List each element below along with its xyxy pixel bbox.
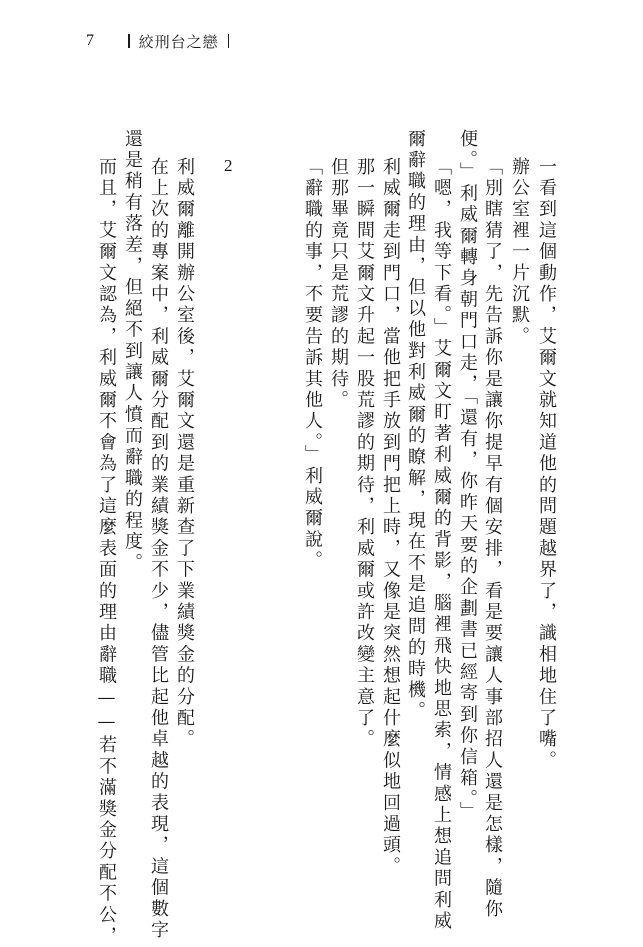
text-column: 而且，艾爾文認為，利威爾不會為了這麼表面的理由辭職——若不滿獎金分配不公， bbox=[96, 157, 117, 947]
text-column: 利威爾離開辦公室後，艾爾文還是重新查了下業績獎金的分配。 bbox=[174, 157, 195, 751]
page-number: 7 bbox=[86, 32, 94, 49]
text-column: 「嗯，我等下看。」艾爾文盯著利威爾的背影，腦裡飛快地思索，情感上想追問利威 bbox=[431, 157, 452, 933]
text-column: 在上次的專案中，利威爾分配到的業績獎金不少，儘管比起他卓越的表現，這個數字 bbox=[148, 157, 169, 942]
section-number: 2 bbox=[224, 156, 233, 175]
text-column: 爾辭職的理由，但以他對利威爾的瞭解，現在不是追問的時機。 bbox=[405, 129, 426, 723]
text-column: 但那畢竟只是荒謬的期待。 bbox=[328, 157, 349, 412]
text-column: 還是稍有落差，但絕不到讓人憤而辭職的程度。 bbox=[122, 129, 143, 575]
text-column: 那一瞬間艾爾文升起一股荒謬的期待，利威爾或許改變主意了。 bbox=[354, 157, 375, 751]
book-title: 絞刑台之戀 bbox=[138, 32, 219, 51]
header-divider-left bbox=[128, 34, 130, 48]
text-column: 「別瞎猜了，先告訴你是讓你提早有個安排，看是要讓人事部招人還是怎樣，隨你 bbox=[482, 157, 503, 921]
running-header bbox=[86, 30, 238, 52]
text-column: 「辭職的事，不要告訴其他人。」利威爾說。 bbox=[302, 157, 323, 572]
text-column: 便。」利威爾轉身朝門口走，「還有，你昨天要的企劃書已經寄到你信箱。」 bbox=[457, 129, 478, 823]
header-divider-right bbox=[228, 34, 230, 48]
text-column: 利威爾走到門口，當他把手放到門把上時，又像是突然想起什麼似地回過頭。 bbox=[380, 157, 401, 878]
text-column: 辦公室裡一片沉默。 bbox=[509, 157, 530, 348]
text-column: 一看到這個動作，艾爾文就知道他的問題越界了，識相地住了嘴。 bbox=[536, 157, 557, 772]
